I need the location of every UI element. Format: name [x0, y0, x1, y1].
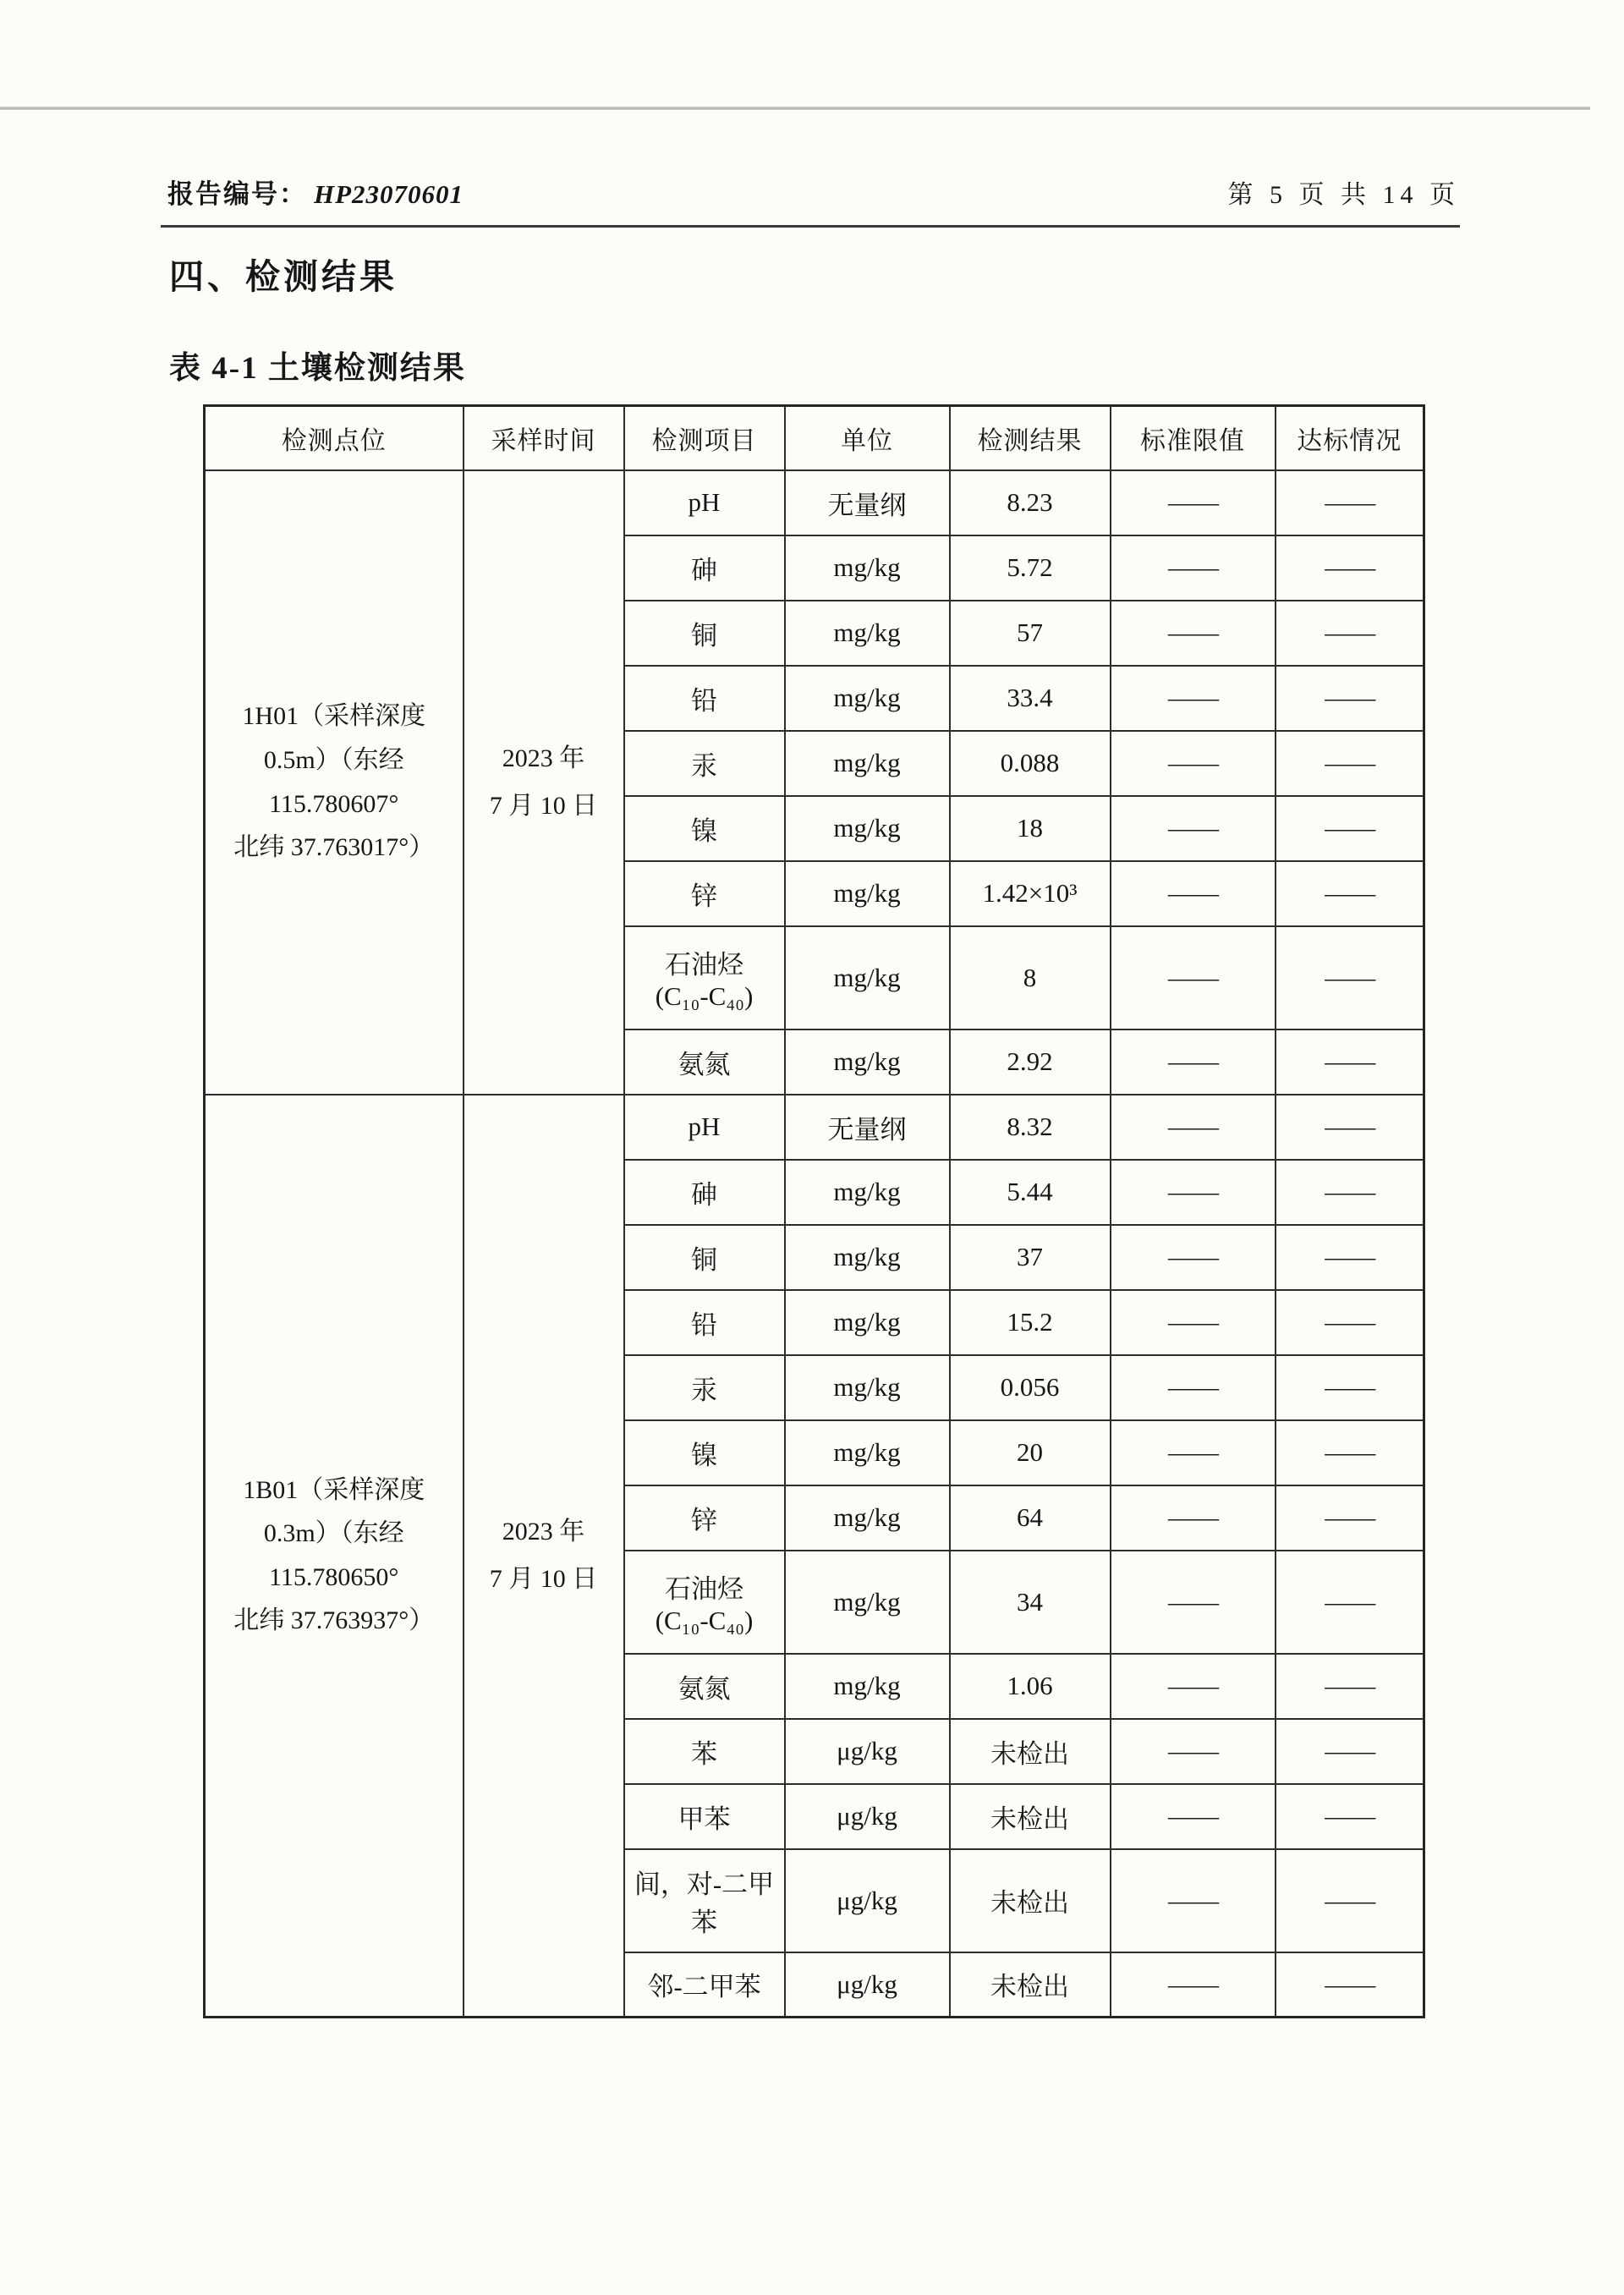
result-cell: 8	[950, 926, 1111, 1029]
unit-cell: mg/kg	[785, 861, 950, 926]
limit-cell: ——	[1111, 601, 1276, 666]
status-cell: ——	[1276, 1952, 1424, 2018]
column-header-result: 检测结果	[950, 406, 1111, 470]
item-cell: 间，对-二甲 苯	[624, 1849, 785, 1952]
sampling-time-cell: 2023 年 7 月 10 日	[464, 470, 624, 1095]
result-cell: 未检出	[950, 1952, 1111, 2018]
item-cell: pH	[624, 470, 785, 535]
result-cell: 8.32	[950, 1095, 1111, 1160]
page-number: 第 5 页 共 14 页	[1227, 181, 1460, 209]
limit-cell: ——	[1111, 1485, 1276, 1551]
status-cell: ——	[1276, 601, 1424, 666]
status-cell: ——	[1276, 470, 1424, 535]
column-header-time: 采样时间	[464, 406, 624, 470]
unit-cell: μg/kg	[785, 1784, 950, 1849]
status-cell: ——	[1276, 1849, 1424, 1952]
unit-cell: mg/kg	[785, 1654, 950, 1719]
status-cell: ——	[1276, 731, 1424, 796]
item-cell: pH	[624, 1095, 785, 1160]
status-cell: ——	[1276, 1784, 1424, 1849]
unit-cell: mg/kg	[785, 1551, 950, 1654]
result-cell: 18	[950, 796, 1111, 861]
item-cell: 砷	[624, 535, 785, 601]
unit-cell: μg/kg	[785, 1952, 950, 2018]
unit-cell: mg/kg	[785, 1160, 950, 1225]
item-cell: 汞	[624, 731, 785, 796]
page-header	[167, 173, 1460, 211]
unit-cell: mg/kg	[785, 926, 950, 1029]
unit-cell: 无量纲	[785, 1095, 950, 1160]
result-cell: 57	[950, 601, 1111, 666]
unit-cell: mg/kg	[785, 1420, 950, 1485]
unit-cell: mg/kg	[785, 1485, 950, 1551]
unit-cell: mg/kg	[785, 1290, 950, 1355]
report-number	[167, 173, 464, 211]
unit-cell: mg/kg	[785, 731, 950, 796]
unit-cell: mg/kg	[785, 535, 950, 601]
unit-cell: mg/kg	[785, 1029, 950, 1095]
limit-cell: ——	[1111, 1952, 1276, 2018]
unit-cell: mg/kg	[785, 1225, 950, 1290]
item-cell: 甲苯	[624, 1784, 785, 1849]
limit-cell: ——	[1111, 1551, 1276, 1654]
result-cell: 15.2	[950, 1290, 1111, 1355]
status-cell: ——	[1276, 1355, 1424, 1420]
item-cell: 氨氮	[624, 1029, 785, 1095]
header-rule	[161, 225, 1460, 228]
item-cell: 苯	[624, 1719, 785, 1784]
result-cell: 未检出	[950, 1849, 1111, 1952]
soil-results-table	[203, 404, 1425, 2018]
limit-cell: ——	[1111, 1719, 1276, 1784]
result-cell: 0.088	[950, 731, 1111, 796]
unit-cell: mg/kg	[785, 796, 950, 861]
item-cell: 石油烃 (C₁₀-C₄₀)	[624, 1551, 785, 1654]
limit-cell: ——	[1111, 470, 1276, 535]
status-cell: ——	[1276, 1654, 1424, 1719]
sample-point-cell: 1B01（采样深度 0.3m）（东经 115.780650° 北纬 37.763937°）	[205, 1095, 464, 2018]
status-cell: ——	[1276, 861, 1424, 926]
result-cell: 8.23	[950, 470, 1111, 535]
result-cell: 1.42×10³	[950, 861, 1111, 926]
status-cell: ——	[1276, 1160, 1424, 1225]
limit-cell: ——	[1111, 535, 1276, 601]
item-cell: 氨氮	[624, 1654, 785, 1719]
item-cell: 镍	[624, 796, 785, 861]
status-cell: ——	[1276, 1485, 1424, 1551]
item-cell: 铜	[624, 1225, 785, 1290]
item-cell: 锌	[624, 1485, 785, 1551]
status-cell: ——	[1276, 1719, 1424, 1784]
item-cell: 镍	[624, 1420, 785, 1485]
result-cell: 20	[950, 1420, 1111, 1485]
column-header-unit: 单位	[785, 406, 950, 470]
status-cell: ——	[1276, 535, 1424, 601]
result-cell: 2.92	[950, 1029, 1111, 1095]
limit-cell: ——	[1111, 1029, 1276, 1095]
item-cell: 砷	[624, 1160, 785, 1225]
table-row	[205, 470, 1424, 535]
page-top-rule	[0, 107, 1590, 110]
section-title: 四、检测结果	[169, 257, 398, 296]
status-cell: ——	[1276, 1290, 1424, 1355]
limit-cell: ——	[1111, 1355, 1276, 1420]
column-header-item: 检测项目	[624, 406, 785, 470]
column-header-point: 检测点位	[205, 406, 464, 470]
unit-cell: mg/kg	[785, 666, 950, 731]
report-number-label: 报告编号：	[167, 179, 307, 209]
item-cell: 锌	[624, 861, 785, 926]
limit-cell: ——	[1111, 1784, 1276, 1849]
item-cell: 铅	[624, 666, 785, 731]
status-cell: ——	[1276, 1225, 1424, 1290]
limit-cell: ——	[1111, 926, 1276, 1029]
limit-cell: ——	[1111, 1095, 1276, 1160]
sample-point-cell: 1H01（采样深度 0.5m）（东经 115.780607° 北纬 37.763017°）	[205, 470, 464, 1095]
result-cell: 33.4	[950, 666, 1111, 731]
result-cell: 0.056	[950, 1355, 1111, 1420]
column-header-limit: 标准限值	[1111, 406, 1276, 470]
status-cell: ——	[1276, 1420, 1424, 1485]
table-body	[205, 470, 1424, 2018]
limit-cell: ——	[1111, 731, 1276, 796]
result-cell: 5.44	[950, 1160, 1111, 1225]
unit-cell: μg/kg	[785, 1719, 950, 1784]
item-cell: 石油烃 (C₁₀-C₄₀)	[624, 926, 785, 1029]
table-header-row	[205, 406, 1424, 470]
item-cell: 铜	[624, 601, 785, 666]
limit-cell: ——	[1111, 1160, 1276, 1225]
status-cell: ——	[1276, 666, 1424, 731]
limit-cell: ——	[1111, 1225, 1276, 1290]
unit-cell: μg/kg	[785, 1849, 950, 1952]
result-cell: 1.06	[950, 1654, 1111, 1719]
result-cell: 未检出	[950, 1719, 1111, 1784]
result-cell: 37	[950, 1225, 1111, 1290]
result-cell: 64	[950, 1485, 1111, 1551]
item-cell: 铅	[624, 1290, 785, 1355]
limit-cell: ——	[1111, 1290, 1276, 1355]
limit-cell: ——	[1111, 861, 1276, 926]
unit-cell: 无量纲	[785, 470, 950, 535]
unit-cell: mg/kg	[785, 1355, 950, 1420]
column-header-status: 达标情况	[1276, 406, 1424, 470]
status-cell: ——	[1276, 1029, 1424, 1095]
status-cell: ——	[1276, 926, 1424, 1029]
sampling-time-cell: 2023 年 7 月 10 日	[464, 1095, 624, 2018]
limit-cell: ——	[1111, 1420, 1276, 1485]
status-cell: ——	[1276, 796, 1424, 861]
limit-cell: ——	[1111, 1654, 1276, 1719]
result-cell: 34	[950, 1551, 1111, 1654]
report-number-value: HP23070601	[314, 179, 464, 209]
table-row	[205, 1095, 1424, 1160]
result-cell: 未检出	[950, 1784, 1111, 1849]
unit-cell: mg/kg	[785, 601, 950, 666]
limit-cell: ——	[1111, 666, 1276, 731]
limit-cell: ——	[1111, 796, 1276, 861]
result-cell: 5.72	[950, 535, 1111, 601]
limit-cell: ——	[1111, 1849, 1276, 1952]
item-cell: 邻-二甲苯	[624, 1952, 785, 2018]
table-title: 表 4-1 土壤检测结果	[169, 351, 466, 386]
item-cell: 汞	[624, 1355, 785, 1420]
status-cell: ——	[1276, 1551, 1424, 1654]
status-cell: ——	[1276, 1095, 1424, 1160]
